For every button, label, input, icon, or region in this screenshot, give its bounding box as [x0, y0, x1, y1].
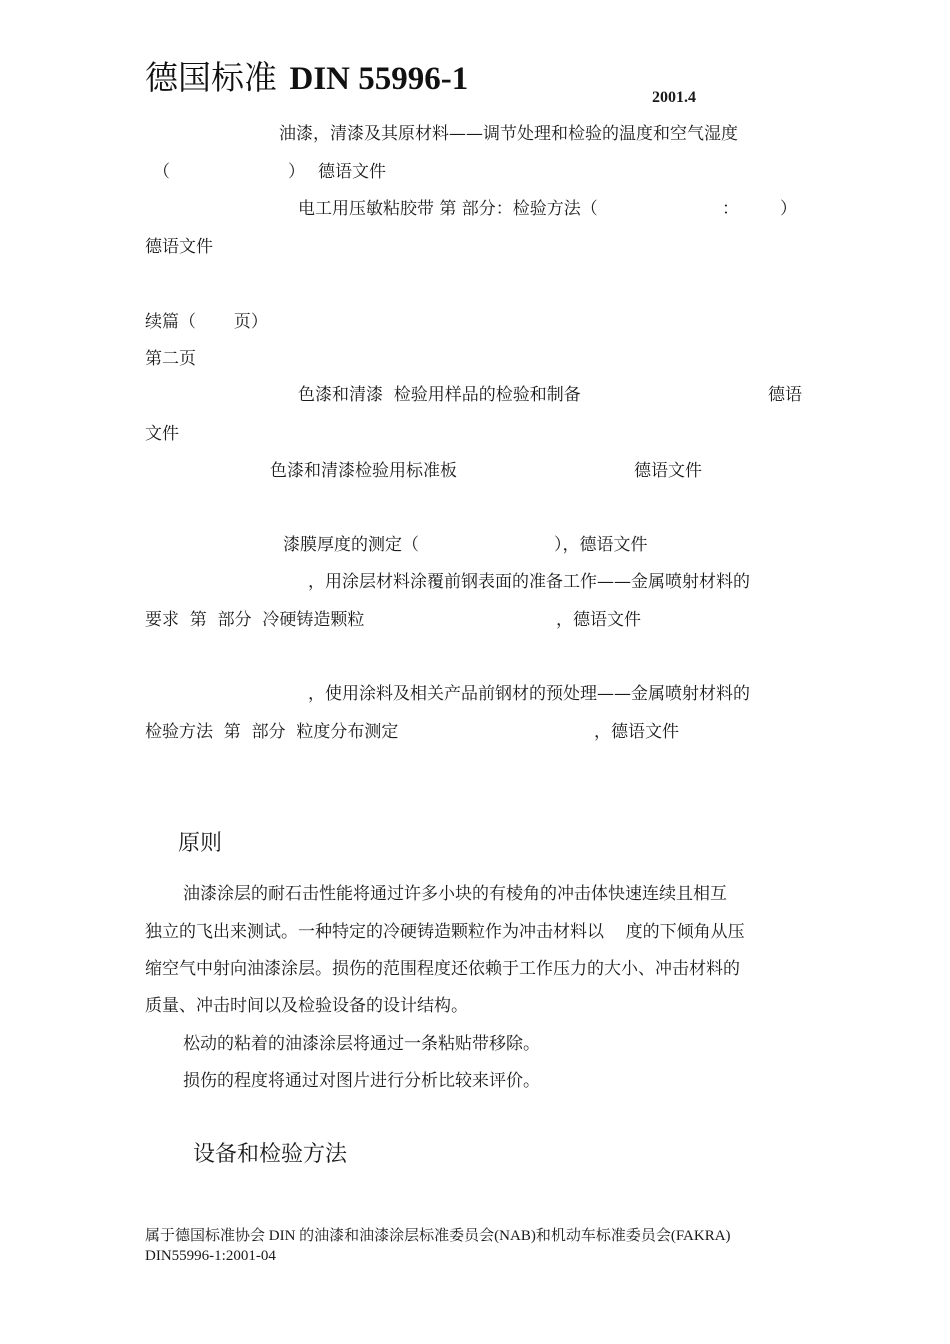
- ref-4-language: 德语文件: [634, 461, 702, 481]
- title-standard-code: DIN 55996-1: [289, 61, 469, 97]
- ref-5-language: ），德语文件: [554, 535, 648, 555]
- ref-7-title: ，使用涂料及相关产品前钢材的预处理——金属喷射材料的: [308, 684, 750, 704]
- principle-paragraph-line-3: 缩空气中射向油漆涂层。损伤的范围程度还依赖于工作压力的大小、冲击材料的: [145, 959, 740, 979]
- ref-6-language: ，德语文件: [556, 610, 641, 630]
- ref-3-language-b: 文件: [145, 424, 179, 444]
- principle-paragraph-line-2: 独立的飞出来测试。一种特定的冷硬铸造颗粒作为冲击材料以 度的下倾角从压: [145, 922, 745, 942]
- ref-1-language: 德语文件: [318, 162, 386, 182]
- ref-2-colon: ：: [722, 199, 739, 219]
- ref-1-close-paren: ）: [288, 162, 305, 182]
- ref-7-subtitle: 检验方法 第 部分 粒度分布测定: [145, 722, 399, 742]
- equipment-heading: 设备和检验方法: [193, 1142, 348, 1167]
- page-label: 第二页: [145, 349, 196, 369]
- ref-3-title: 色漆和清漆 检验用样品的检验和制备: [298, 385, 581, 405]
- ref-3-language-a: 德语: [768, 385, 802, 405]
- document-title: [145, 58, 468, 99]
- principle-heading: 原则: [178, 831, 223, 856]
- document-date: 2001.4: [652, 89, 696, 106]
- ref-6-subtitle: 要求 第 部分 冷硬铸造颗粒: [145, 610, 365, 630]
- ref-5-title: 漆膜厚度的测定（: [283, 535, 419, 555]
- principle-paragraph-2: 松动的粘着的油漆涂层将通过一条粘贴带移除。: [183, 1034, 540, 1054]
- ref-2-title: 电工用压敏粘胶带 第 部分：检验方法（: [298, 199, 598, 219]
- ref-2-language: 德语文件: [145, 237, 213, 257]
- ref-6-title: ，用涂层材料涂覆前钢表面的准备工作——金属喷射材料的: [308, 572, 750, 592]
- ref-1-open-paren: （: [153, 162, 170, 182]
- principle-paragraph-3: 损伤的程度将通过对图片进行分析比较来评价。: [183, 1071, 540, 1091]
- footer-document-id: DIN55996-1:2001-04: [145, 1248, 276, 1264]
- ref-4-title: 色漆和清漆检验用标准板: [270, 461, 457, 481]
- footer-committee: 属于德国标准协会 DIN 的油漆和油漆涂层标准委员会(NAB)和机动车标准委员会(FAKRA): [145, 1228, 731, 1244]
- ref-1-title: 油漆，清漆及其原材料——调节处理和检验的温度和空气湿度: [279, 124, 738, 144]
- ref-7-language: ，德语文件: [594, 722, 679, 742]
- ref-2-close-paren: ）: [780, 199, 797, 219]
- principle-paragraph-line-1: 油漆涂层的耐石击性能将通过许多小块的有棱角的冲击体快速连续且相互: [183, 884, 727, 904]
- title-chinese: 德国标准: [145, 58, 277, 97]
- principle-paragraph-line-4: 质量、冲击时间以及检验设备的设计结构。: [145, 996, 468, 1016]
- continuation-label: 续篇（ 页）: [145, 312, 268, 332]
